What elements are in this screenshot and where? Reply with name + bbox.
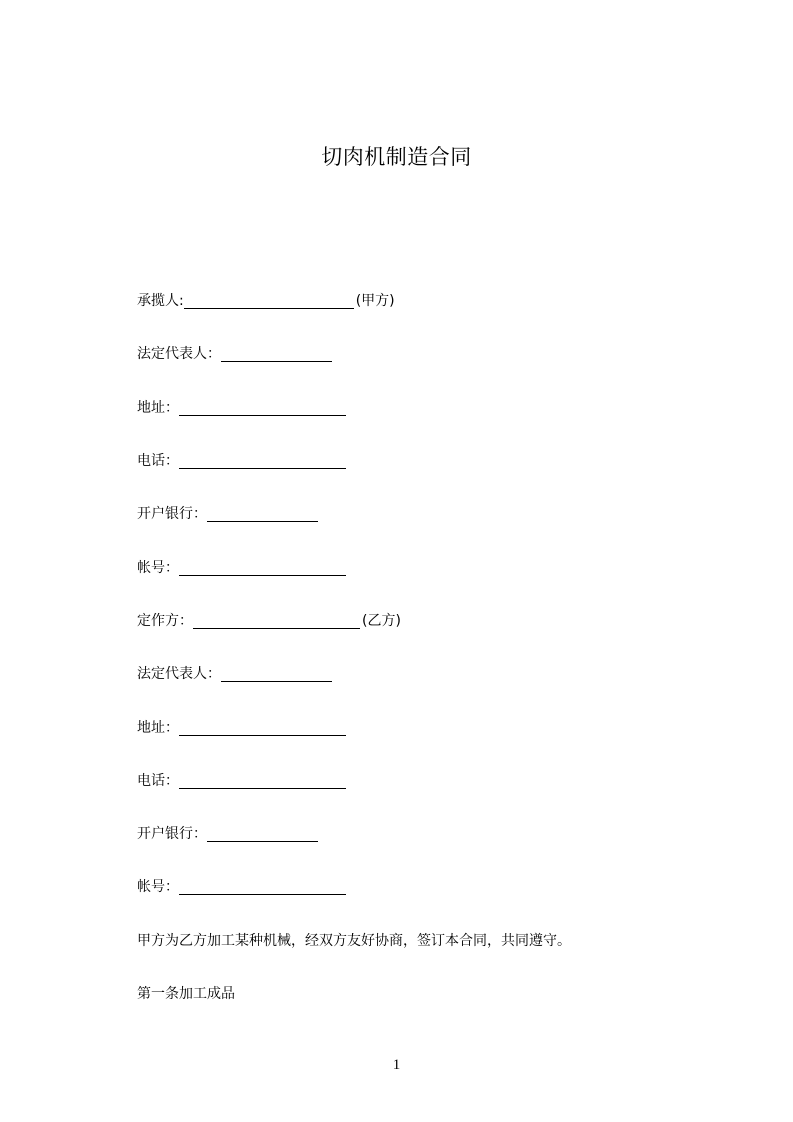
party-b-phone-label: 电话： <box>137 773 179 789</box>
party-a-address-blank[interactable] <box>179 399 346 416</box>
party-a-contractor-label: 承揽人: <box>137 293 184 309</box>
party-a-contractor-line <box>137 291 395 311</box>
party-a-account-line <box>137 558 346 578</box>
party-b-address-label: 地址： <box>137 720 179 736</box>
party-b-address-line <box>137 718 346 738</box>
party-b-address-blank[interactable] <box>179 719 346 736</box>
document-title: 切肉机制造合同 <box>321 145 472 169</box>
party-a-contractor-blank[interactable] <box>184 292 354 309</box>
party-b-phone-blank[interactable] <box>179 772 346 789</box>
party-b-suffix: (乙方) <box>362 613 401 629</box>
party-a-account-blank[interactable] <box>179 559 346 576</box>
section-1-heading: 第一条加工成品 <box>137 986 235 1002</box>
party-b-bank-label: 开户银行： <box>137 826 207 842</box>
intro-paragraph: 甲方为乙方加工某种机械，经双方友好协商，签订本合同，共同遵守。 <box>137 933 571 949</box>
party-b-rep-blank[interactable] <box>221 665 332 682</box>
party-a-address-label: 地址： <box>137 400 179 416</box>
party-a-phone-blank[interactable] <box>179 452 346 469</box>
party-b-phone-line <box>137 771 346 791</box>
party-a-phone-label: 电话： <box>137 453 179 469</box>
party-a-bank-label: 开户银行： <box>137 506 207 522</box>
party-b-orderer-label: 定作方： <box>137 613 193 629</box>
party-b-account-label: 帐号： <box>137 879 179 895</box>
party-b-account-line <box>137 877 346 897</box>
party-b-account-blank[interactable] <box>179 878 346 895</box>
party-a-address-line <box>137 398 346 418</box>
party-a-phone-line <box>137 451 346 471</box>
party-a-bank-line <box>137 504 318 524</box>
party-b-rep-line <box>137 664 332 684</box>
party-a-rep-label: 法定代表人： <box>137 346 221 362</box>
party-b-rep-label: 法定代表人： <box>137 666 221 682</box>
party-b-orderer-blank[interactable] <box>193 612 360 629</box>
party-a-suffix: (甲方) <box>355 293 395 309</box>
party-a-rep-blank[interactable] <box>221 345 332 362</box>
party-a-bank-blank[interactable] <box>207 505 318 522</box>
party-b-bank-blank[interactable] <box>207 825 318 842</box>
party-a-rep-line <box>137 344 332 364</box>
party-b-bank-line <box>137 824 318 844</box>
party-b-orderer-line <box>137 611 401 631</box>
party-a-account-label: 帐号： <box>137 560 179 576</box>
page-number: 1 <box>392 1057 401 1073</box>
